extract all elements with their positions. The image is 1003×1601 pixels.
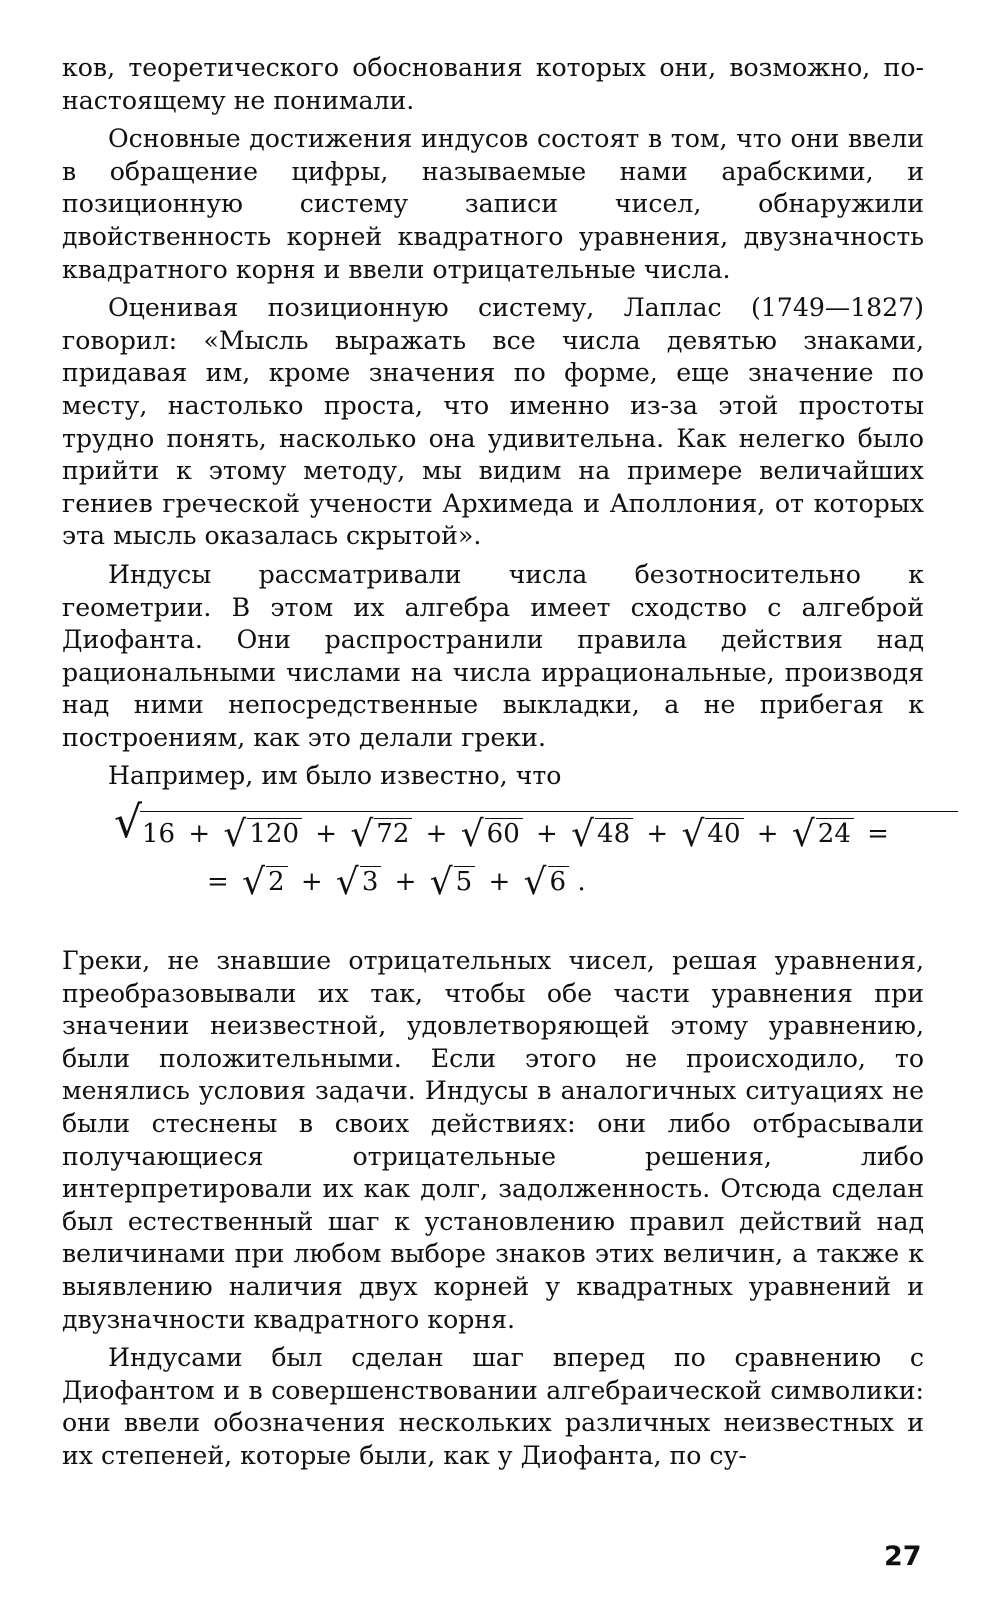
radical-sign: √: [523, 862, 547, 904]
radicand: 2: [266, 866, 288, 897]
plus-sign: +: [756, 819, 779, 850]
formula-line-2: [202, 862, 586, 904]
paragraph-continuation: ков, теоретического обоснования которых они, возможно, по-настоящему не понимали.: [62, 53, 924, 115]
formula-period: .: [577, 867, 586, 898]
plus-sign: +: [188, 819, 211, 850]
radicand: 3: [360, 866, 382, 897]
radicand: 24: [816, 818, 854, 849]
formula-line-1: [142, 814, 894, 856]
outer-vinculum: [140, 811, 958, 812]
rhs-radical: [335, 862, 382, 904]
paragraph-greeks-negatives: Греки, не знавшие отрицательных чисел, решая уравнения, преобразовывали их так, чтобы обе части уравнения при значении неизвестной, удовлетворяющей этому уравнению, были положительными. Если этого не происходило, то менялись условия задачи. Индусы в аналогичных ситуациях не были стеснены в своих действиях: они либо отбрасывали получающиеся отрицательные решения, либо интерпретировали их как долг, задолженность. Отсюда сделан был естественный шаг к установлению правил действий над величинами при любом выборе знаков этих величин, а также к выявлению наличия двух корней у квадратных уравнений и двузначности квадратного корня.: [62, 946, 924, 1334]
paragraph-irrationals: Индусы рассматривали числа безотносительно к геометрии. В этом их алгебра имеет сходство с алгеброй Диофанта. Они распространили правила действия над рациональными числами на числа иррациональные, производя над ними непосредственные выкладки, а не прибегая к построениям, как это делали греки.: [62, 559, 924, 752]
radical-identity-formula: [62, 797, 924, 923]
radical-sign: √: [571, 814, 595, 856]
radicand: 48: [595, 818, 633, 849]
inner-radical: [571, 814, 633, 856]
plus-sign: +: [315, 819, 338, 850]
inner-radical: [350, 814, 412, 856]
plus-sign: +: [536, 819, 558, 850]
radicand: 120: [247, 818, 302, 849]
equals-sign: =: [207, 867, 229, 898]
paragraph-laplace-quote: Оценивая позиционную систему, Лаплас (1749—1827) говорил: «Мысль выражать все числа девятью знаками, придавая им, кроме значения по форме, еще значение по месту, настолько проста, что именно из-за этой простоты трудно понять, насколько она удивительна. Как нелегко было прийти к этому методу, мы видим на примере величайших гениев греческой учености Архимеда и Аполлония, от которых эта мысль оказалась скрытой».: [62, 293, 924, 551]
rhs-radical: [429, 862, 476, 904]
rhs-radical: [242, 862, 288, 904]
paragraph-symbolism: Индусами был сделан шаг вперед по сравнению с Диофантом и в совершенствовании алгебраической символики: они ввели обозначения нескольких различных неизвестных и их степеней, которые были, как у Диофанта, по су-: [62, 1343, 924, 1470]
paragraph-achievements: Основные достижения индусов состоят в том, что они ввели в обращение цифры, называемые нами арабскими, и позиционную систему записи чисел, обнаружили двойственность корней квадратного уравнения, двузначность квадратного корня и ввели отрицательные числа.: [62, 124, 924, 284]
plus-sign: +: [300, 867, 323, 898]
radical-sign: √: [223, 814, 247, 856]
page-number: 27: [884, 1541, 922, 1572]
radical-sign: √: [681, 814, 705, 856]
plus-sign: +: [488, 867, 511, 898]
inner-radical: [681, 814, 743, 856]
radical-sign: √: [335, 862, 359, 904]
body-text: [62, 52, 924, 1473]
radicand: 6: [548, 866, 570, 897]
radical-sign: √: [429, 862, 453, 904]
inner-radical: [791, 814, 854, 856]
radicand: 5: [454, 866, 476, 897]
radicand: 40: [705, 818, 743, 849]
radicand: 72: [374, 818, 412, 849]
paragraph-example-intro: Например, им было известно, что: [108, 761, 562, 791]
radical-sign: √: [350, 814, 374, 856]
outer-radical-sign: √: [114, 797, 143, 849]
plus-sign: +: [394, 867, 417, 898]
plus-sign: +: [646, 819, 669, 850]
equals-sign: =: [867, 819, 889, 850]
radical-sign: √: [460, 814, 484, 856]
radical-sign: √: [242, 862, 266, 904]
radical-sign: √: [791, 814, 815, 856]
inner-radical: [223, 814, 302, 856]
inner-radical: [460, 814, 523, 856]
radicand: 60: [485, 818, 523, 849]
plus-sign: +: [425, 819, 448, 850]
outer-first-term: 16: [142, 819, 176, 850]
rhs-radical: [523, 862, 570, 904]
